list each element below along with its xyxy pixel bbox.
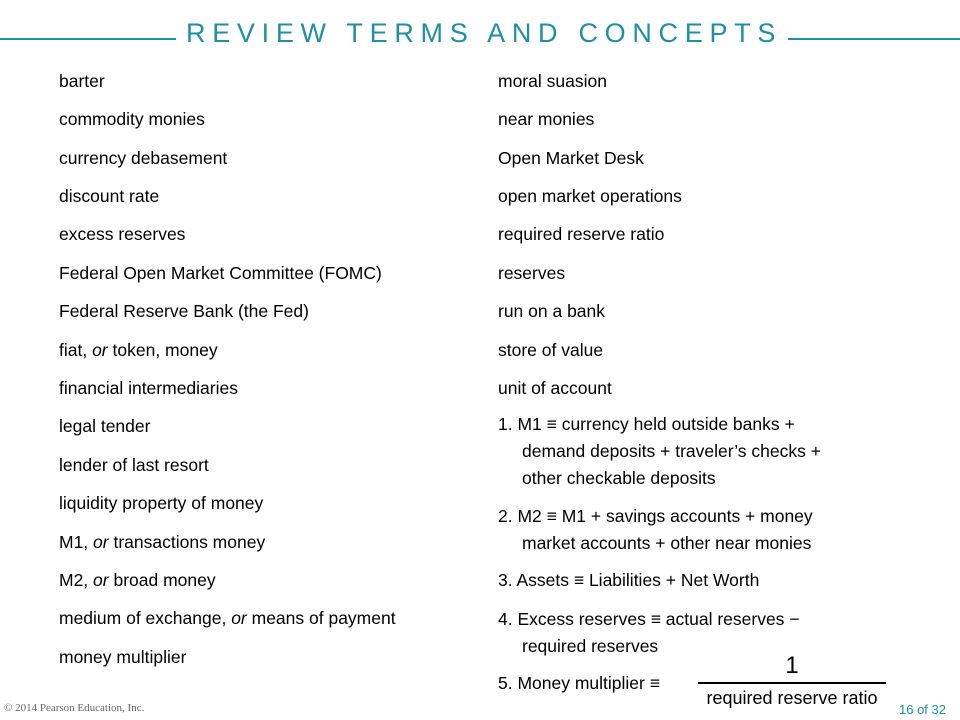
concept-line: market accounts + other near monies bbox=[522, 533, 812, 553]
term-item: run on a bank bbox=[498, 301, 606, 321]
copyright-notice: © 2014 Pearson Education, Inc. bbox=[4, 702, 145, 714]
page-sep: of bbox=[913, 702, 932, 717]
term-item: near monies bbox=[498, 109, 595, 129]
term-item: fiat, or token, money bbox=[59, 340, 218, 360]
header-rule-right bbox=[788, 38, 960, 40]
term-item: open market operations bbox=[498, 186, 682, 206]
term-item: M1, or transactions money bbox=[59, 532, 266, 552]
slide-title: REVIEW TERMS AND CONCEPTS bbox=[186, 18, 783, 48]
concept-line: other checkable deposits bbox=[522, 468, 716, 488]
fraction-denominator: required reserve ratio bbox=[706, 688, 878, 708]
term-item: unit of account bbox=[498, 378, 612, 398]
term-item: barter bbox=[59, 71, 105, 91]
concept-line: required reserves bbox=[522, 636, 659, 656]
term-item: discount rate bbox=[59, 186, 160, 206]
header-rule-left bbox=[0, 38, 176, 40]
term-item: medium of exchange, or means of payment bbox=[59, 608, 396, 628]
multiplier-fraction bbox=[698, 652, 886, 710]
page-number bbox=[899, 702, 946, 717]
term-item: excess reserves bbox=[59, 224, 186, 244]
term-item: reserves bbox=[498, 263, 566, 283]
term-item: currency debasement bbox=[59, 148, 228, 168]
concept-line: 1. M1 ≡ currency held outside banks + bbox=[498, 414, 795, 434]
concept-line: 4. Excess reserves ≡ actual reserves − bbox=[498, 609, 800, 629]
term-item: required reserve ratio bbox=[498, 224, 665, 244]
term-item: M2, or broad money bbox=[59, 570, 216, 590]
term-item: financial intermediaries bbox=[59, 378, 238, 398]
slide-header bbox=[0, 14, 960, 58]
term-item: legal tender bbox=[59, 416, 151, 436]
concept-line: 5. Money multiplier ≡ bbox=[498, 673, 660, 693]
term-item: commodity monies bbox=[59, 109, 205, 129]
term-item: Open Market Desk bbox=[498, 148, 644, 168]
fraction-bar bbox=[698, 682, 886, 684]
term-item: Federal Open Market Committee (FOMC) bbox=[59, 263, 382, 283]
term-item: liquidity property of money bbox=[59, 493, 264, 513]
term-item: moral suasion bbox=[498, 71, 607, 91]
term-item: lender of last resort bbox=[59, 455, 209, 475]
concept-assets bbox=[498, 567, 759, 594]
concept-line: 3. Assets ≡ Liabilities + Net Worth bbox=[498, 570, 760, 590]
concept-m1 bbox=[498, 411, 821, 492]
concept-line: demand deposits + traveler’s checks + bbox=[522, 441, 821, 461]
fraction-numerator: 1 bbox=[785, 652, 799, 679]
concept-m2 bbox=[498, 503, 813, 557]
term-item: Federal Reserve Bank (the Fed) bbox=[59, 301, 309, 321]
concept-money-multiplier bbox=[498, 670, 660, 697]
page-current: 16 bbox=[898, 702, 914, 717]
term-item: store of value bbox=[498, 340, 604, 360]
term-item: money multiplier bbox=[59, 647, 187, 667]
page-total: 32 bbox=[931, 702, 946, 717]
concept-line: 2. M2 ≡ M1 + savings accounts + money bbox=[498, 506, 813, 526]
